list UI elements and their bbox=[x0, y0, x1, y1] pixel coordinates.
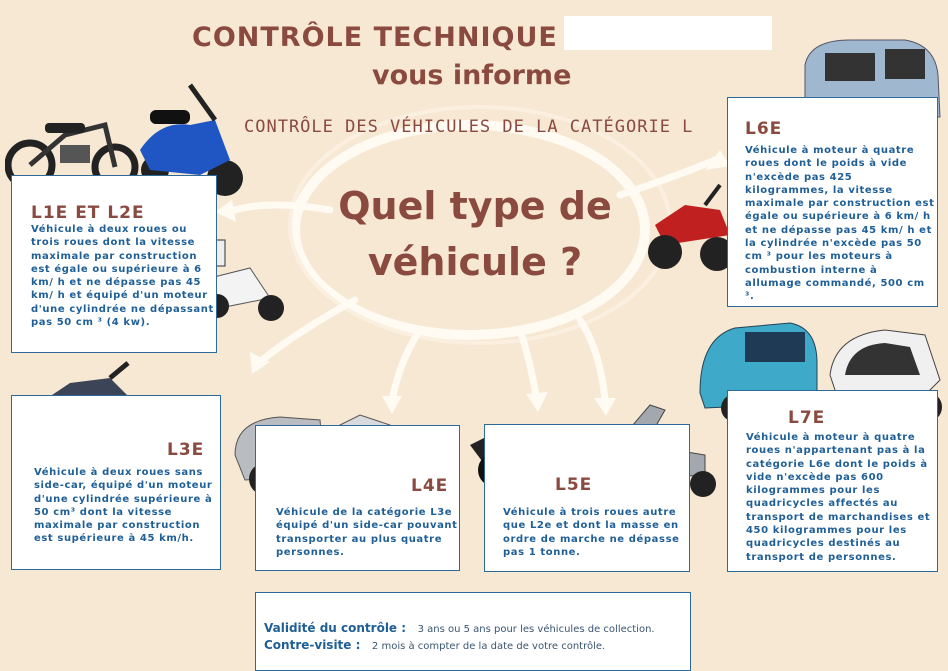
category-code: L3E bbox=[167, 440, 205, 460]
category-description: Véhicule de la catégorie L3e équipé d'un side-car pouvant transporter au plus quatre personnes. bbox=[276, 507, 458, 558]
validity-row bbox=[264, 621, 655, 635]
category-card-l3e bbox=[11, 395, 221, 570]
validity-label: Validité du contrôle : bbox=[264, 621, 407, 635]
category-description: Véhicule à moteur à quatre roues n'appartenant pas à la catégorie L6e dont le poids à vide n'excède pas 600 kilogrammes pour les quadricycles affectés au transport de marchandises et 450 kilogrammes pour les quadricycles destinés au transport de personnes. bbox=[746, 432, 931, 563]
category-description: Véhicule à moteur à quatre roues dont le poids à vide n'excède pas 425 kilogrammes, la vitesse maximale par construction est égale ou supérieure à 6 km/ h et ne dépasse pas 45 km/ h et la cylindrée n'excède pas 50 cm ³ pour les moteurs à combustion interne à allumage commandé, 500 cm ³. bbox=[745, 145, 935, 303]
redacted-name-block bbox=[564, 16, 772, 50]
control-info-box bbox=[255, 592, 691, 671]
recheck-row bbox=[264, 638, 605, 652]
category-card-l5e bbox=[484, 424, 690, 572]
category-code: L5E bbox=[555, 475, 593, 495]
category-description: Véhicule à trois roues autre que L2e et dont la masse en ordre de marche ne dépasse pas 1 tonne. bbox=[503, 507, 680, 558]
category-card-l1e-l2e bbox=[11, 175, 217, 353]
category-heading: CONTRÔLE DES VÉHICULES DE LA CATÉGORIE L bbox=[244, 117, 694, 137]
category-card-l7e bbox=[727, 390, 938, 572]
category-code: L6E bbox=[745, 119, 783, 139]
category-card-l4e bbox=[255, 425, 460, 571]
category-code: L1E ET L2E bbox=[31, 203, 145, 223]
category-description: Véhicule à deux roues ou trois roues dont la vitesse maximale par construction est égale ou supérieure à 6 km/ h et ne dépasse pas 45 km/ h et équipé d'un moteur d'une cylindrée ne dépassant pas 50 cm ³ (4 kw). bbox=[31, 224, 214, 329]
header-subtitle: vous informe bbox=[372, 60, 572, 91]
quad-illustration bbox=[645, 180, 735, 280]
header-title: CONTRÔLE TECHNIQUE bbox=[192, 22, 558, 53]
category-code: L4E bbox=[411, 476, 449, 496]
category-code: L7E bbox=[788, 408, 826, 428]
category-card-l6e bbox=[727, 97, 938, 307]
recheck-label: Contre-visite : bbox=[264, 638, 361, 652]
validity-value: 3 ans ou 5 ans pour les véhicules de collection. bbox=[417, 624, 655, 635]
recheck-value: 2 mois à compter de la date de votre contrôle. bbox=[371, 641, 606, 652]
category-description: Véhicule à deux roues sans side-car, équipé d'un moteur d'une cylindrée supérieure à 50 cm³ dont la vitesse maximale par construction est supérieure à 45 km/h. bbox=[34, 467, 213, 545]
main-question: Quel type de véhicule ? bbox=[338, 184, 612, 284]
